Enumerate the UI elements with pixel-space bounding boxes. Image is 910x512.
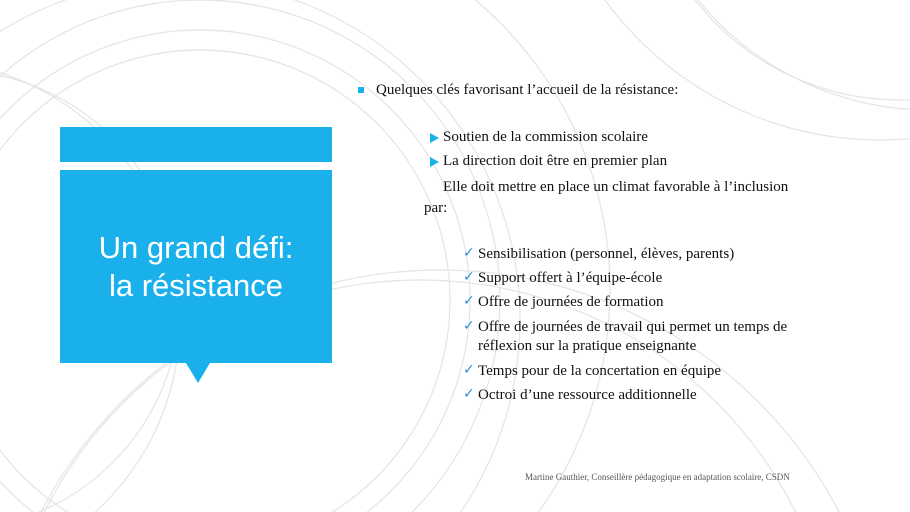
checkmark-icon: ✓	[463, 362, 475, 378]
slide-title-line2: la résistance	[108, 267, 283, 303]
check-item: Offre de journées de formation	[478, 294, 664, 310]
checkmark-icon: ✓	[463, 318, 475, 334]
checkmark-icon: ✓	[463, 293, 475, 309]
title-pointer	[186, 363, 210, 383]
footer-credit: Martine Gauthier, Conseillère pédagogique en adaptation scolaire, CSDN	[525, 472, 790, 482]
check-item-continuation: réflexion sur la pratique enseignante	[478, 338, 697, 354]
paragraph-line: par:	[424, 200, 448, 216]
check-item: Octroi d’une ressource additionnelle	[478, 387, 697, 403]
checkmark-icon: ✓	[463, 245, 475, 261]
check-item: Temps pour de la concertation en équipe	[478, 363, 722, 379]
paragraph-line: Elle doit mettre en place un climat favorable à l’inclusion	[443, 179, 789, 195]
title-box	[60, 170, 332, 363]
check-item: Offre de journées de travail qui permet un temps de	[478, 319, 788, 335]
main-bullet-text: Quelques clés favorisant l’accueil de la résistance:	[376, 82, 679, 98]
slide-title-line1: Un grand défi:	[98, 229, 294, 265]
title-accent-bar	[60, 127, 332, 162]
sub-bullet-text: Soutien de la commission scolaire	[443, 129, 648, 145]
sub-bullet-text: La direction doit être en premier plan	[443, 153, 668, 169]
check-item: Support offert à l’équipe-école	[478, 270, 663, 286]
checkmark-icon: ✓	[463, 269, 475, 285]
arrow-bullet-icon	[430, 157, 439, 167]
arrow-bullet-icon	[430, 133, 439, 143]
square-bullet-icon	[358, 87, 364, 93]
check-item: Sensibilisation (personnel, élèves, parents)	[478, 246, 735, 262]
checkmark-icon: ✓	[463, 386, 475, 402]
slide-title	[99, 229, 294, 305]
